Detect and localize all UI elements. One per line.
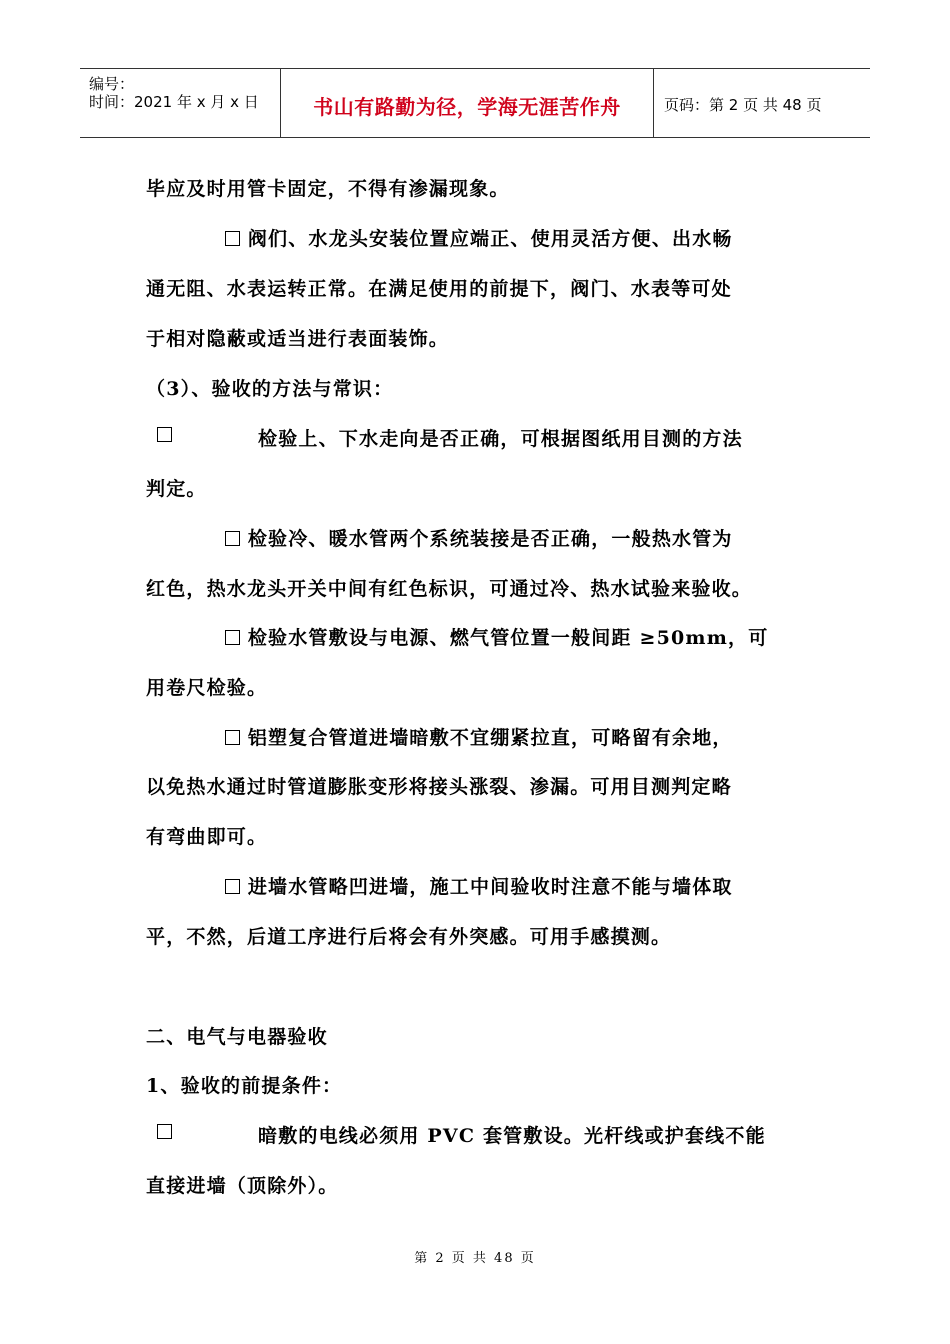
- header-page-info: 页码：第 2 页 共 48 页: [664, 96, 822, 114]
- checklist-item: [157, 424, 172, 446]
- section-heading: 1、验收的前提条件：: [146, 1075, 343, 1097]
- page-footer: 第 2 页 共 48 页: [414, 1251, 536, 1266]
- section-heading: （3）、验收的方法与常识：: [146, 378, 394, 400]
- page-header: [80, 68, 870, 138]
- header-motto-cell: [281, 69, 654, 137]
- checkbox-icon: [157, 1124, 172, 1139]
- body-line: 判定。: [146, 478, 207, 500]
- body-line: 检验上、下水走向是否正确，可根据图纸用目测的方法: [258, 428, 743, 450]
- document-number-label: 编号：: [89, 75, 135, 93]
- body-line: 以免热水通过时管道膨胀变形将接头涨裂、渗漏。可用目测判定略: [146, 776, 732, 798]
- body-line: 通无阻、水表运转正常。在满足使用的前提下，阀门、水表等可处: [146, 278, 732, 300]
- checklist-item: 铝塑复合管道进墙暗敷不宜绷紧拉直，可略留有余地，: [225, 723, 733, 750]
- checkbox-icon: [157, 427, 172, 442]
- checklist-item: 检验冷、暖水管两个系统装接是否正确，一般热水管为: [225, 524, 733, 551]
- section-heading: 二、电气与电器验收: [146, 1026, 328, 1048]
- body-line: 暗敷的电线必须用 PVC 套管敷设。光杆线或护套线不能: [258, 1125, 766, 1147]
- checklist-item: [157, 1121, 172, 1143]
- checklist-item: 进墙水管略凹进墙，施工中间验收时注意不能与墙体取: [225, 872, 733, 899]
- body-line: 平，不然，后道工序进行后将会有外突感。可用手感摸测。: [146, 926, 672, 948]
- checkbox-icon: [225, 630, 240, 645]
- checklist-item: 阀们、水龙头安装位置应端正、使用灵活方便、出水畅: [225, 224, 733, 251]
- body-line: 用卷尺检验。: [146, 677, 268, 699]
- checkbox-icon: [225, 879, 240, 894]
- header-meta-cell: [80, 69, 281, 137]
- body-line: 直接进墙（顶除外）。: [146, 1175, 339, 1197]
- checklist-item: 检验水管敷设与电源、燃气管位置一般间距 ≥50mm，可: [225, 623, 768, 650]
- checkbox-icon: [225, 730, 240, 745]
- body-line: 于相对隐蔽或适当进行表面装饰。: [146, 328, 450, 350]
- checkbox-icon: [225, 531, 240, 546]
- checkbox-icon: [225, 231, 240, 246]
- body-line: 有弯曲即可。: [146, 826, 268, 848]
- header-motto: 书山有路勤为径，学海无涯苦作舟: [313, 95, 621, 119]
- document-time-label: 时间：2021 年 x 月 x 日: [89, 93, 259, 111]
- body-line: 毕应及时用管卡固定，不得有渗漏现象。: [146, 178, 510, 200]
- body-line: 红色，热水龙头开关中间有红色标识，可通过冷、热水试验来验收。: [146, 578, 753, 600]
- header-page-cell: [654, 69, 870, 137]
